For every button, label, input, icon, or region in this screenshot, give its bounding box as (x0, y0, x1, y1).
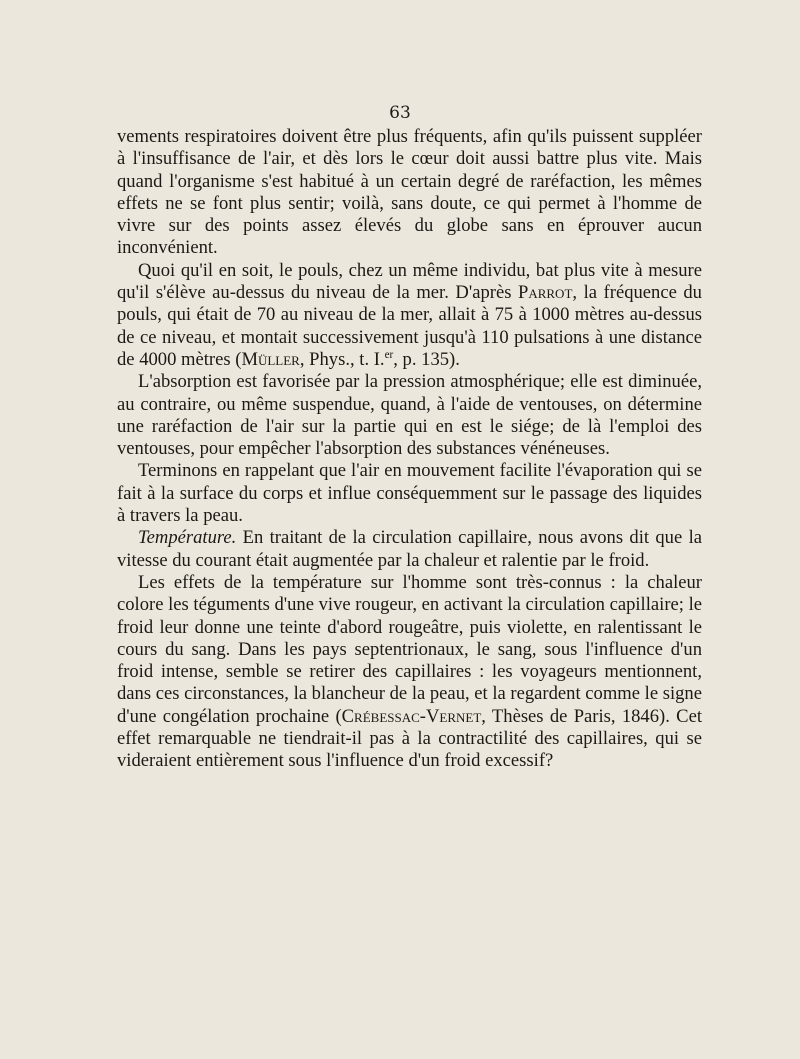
author-parrot: Parrot (517, 282, 573, 304)
paragraph-6-text-b: , Thèses de Paris, 1846). Cet effet remarquable ne tiendrait-il pas à la contractilité des capillaires, qui se videraient entièrement sous l'influence d'un froid excessif? (117, 705, 702, 772)
paragraph-2-text-a: Quoi qu'il en soit, le pouls, chez un même individu, bat plus vite à mesure qu'il s'élève au-dessus du niveau de la mer. D'après (117, 259, 702, 304)
paragraph-5-text: En traitant de la circulation capillaire, nous avons dit que la vitesse du courant était augmentée par la chaleur et ralentie par le froid. (117, 527, 702, 571)
paragraph-1-text: vements respiratoires doivent être plus fréquents, afin qu'ils puissent suppléer à l'insuffisance de l'air, et dès lors le cœur doit aussi battre plus vite. Mais quand l'organisme s'est habitué à un certain degré de raréfaction, les mêmes effets ne se font plus sentir; voilà, sans doute, ce qui permet à l'homme de vivre sur des points assez élevés du globe sans en éprouver aucun inconvénient. (117, 126, 702, 259)
page-number: 63 (389, 103, 411, 123)
paragraph-3-text: L'absorption est favorisée par la pression atmosphérique; elle est diminuée, au contraire, ou même suspendue, quand, à l'aide de ventouses, on détermine une raréfaction de l'air sur la partie qui en est le siége; de là l'emploi des ventouses, pour empêcher l'absorption des substances vénéneuses. (117, 371, 702, 460)
superscript-er: er (384, 348, 394, 361)
paragraph-6 (117, 572, 702, 773)
paragraph-5 (117, 527, 702, 572)
paragraph-2-text-b: , la fréquence du pouls, qui était de 70 au niveau de la mer, allait à 75 à 1000 mètres au-dessus de ce niveau, et montait successivement jusqu'à 110 pulsations à une distance de 4000 mètres ( (117, 282, 702, 370)
author-muller: Müller (241, 348, 300, 370)
paragraph-2-text-d: , p. 135). (393, 348, 460, 370)
body-text (117, 126, 702, 773)
paragraph-4 (117, 460, 702, 527)
paragraph-2-text-c: , Phys., t. I. (299, 348, 385, 370)
paragraph-2 (117, 260, 702, 371)
author-crebessac-vernet: Crébessac-Vernet (341, 705, 482, 727)
paragraph-1 (117, 126, 702, 260)
paragraph-6-text-a: Les effets de la température sur l'homme sont très-connus : la chaleur colore les téguments d'une vive rougeur, en activant la circulation capillaire; le froid leur donne une teinte d'abord rougeâtre, puis violette, en ralentissant le cours du sang. Dans les pays septentrionaux, le sang, sous l'influence d'un froid intense, semble se retirer des capillaires : les voyageurs mentionnent, dans ces circonstances, la blancheur de la peau, et la regardent comme le signe d'une congélation prochaine ( (117, 571, 702, 727)
section-heading-temperature: Température. (138, 527, 237, 549)
paragraph-4-text: Terminons en rappelant que l'air en mouvement facilite l'évaporation qui se fait à la surface du corps et influe conséquemment sur le passage des liquides à travers la peau. (117, 460, 702, 527)
paragraph-3 (117, 371, 702, 460)
